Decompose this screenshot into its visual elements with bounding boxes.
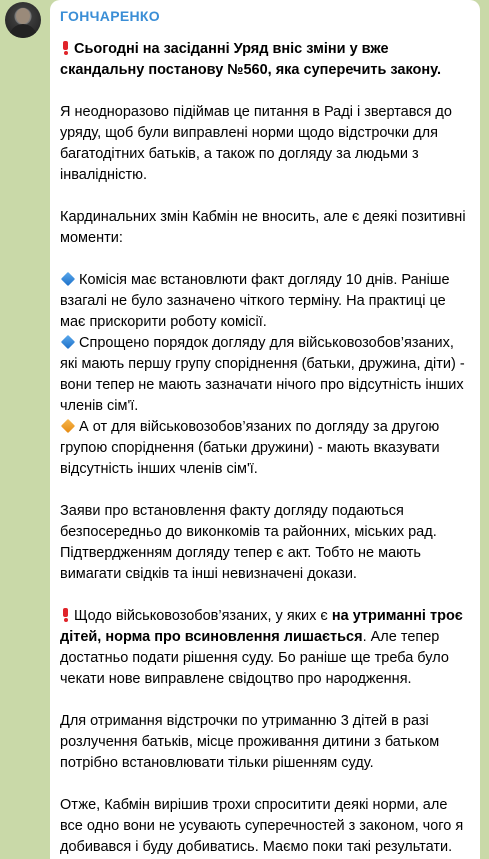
bullet-2-text: Спрощено порядок догляду для військовозобов’язаних, які мають першу групу споріднення (батьки, дружина, діти) - вони тепер не мають зазначати нічого про відсутність інших членів сім'ї. xyxy=(60,335,465,414)
paragraph-4-text-b: . Але тепер достатньо подати рішення суду. Бо раніше ще треба було чекати нове виправлене свідоцтво про народження. xyxy=(60,629,449,687)
blue-diamond-icon xyxy=(61,335,75,349)
paragraph-4 xyxy=(60,606,470,690)
paragraph-4-bold: на утриманні троє дітей, норма про всиновлення лишається xyxy=(60,608,463,645)
avatar-face xyxy=(16,8,30,24)
sender-name[interactable]: ГОНЧАРЕНКО xyxy=(60,8,160,24)
paragraph-4-text-a: Щодо військовозобов’язаних, у яких є xyxy=(74,608,332,624)
paragraph-2 xyxy=(60,207,470,249)
bullet-3-text: А от для військовозобов’язаних по догляду за другою групою споріднення (батьки дружини) - мають вказувати відсутність інших членів сім'ї. xyxy=(60,419,440,477)
message-bubble xyxy=(50,0,480,859)
exclamation-icon xyxy=(63,608,68,621)
blue-diamond-icon xyxy=(61,272,75,286)
exclamation-icon xyxy=(63,41,68,54)
paragraph-6 xyxy=(60,795,470,858)
channel-avatar[interactable] xyxy=(5,2,41,38)
bullet-item-3 xyxy=(60,417,470,480)
message-lead xyxy=(60,39,470,81)
lead-text: Сьогодні на засіданні Уряд вніс зміни у вже скандальну постанову №560, яка суперечить закону. xyxy=(60,41,441,78)
orange-diamond-icon xyxy=(61,419,75,433)
paragraph-5 xyxy=(60,711,470,774)
paragraph-1-text: Я неодноразово підіймав це питання в Раді і звертався до уряду, щоб були виправлені норми щодо відстрочки для багатодітних батьків, а також по догляду за людьми з інвалідністю. xyxy=(60,104,452,183)
paragraph-2-text: Кардинальних змін Кабмін не вносить, але є деякі позитивні моменти: xyxy=(60,209,466,246)
paragraph-5-text: Для отримання відстрочки по утриманню 3 дітей в разі розлучення батьків, місце проживання дитини з батьком потрібно встановлювати тільки рішенням суду. xyxy=(60,713,440,771)
bullet-list xyxy=(60,270,470,480)
avatar-shoulders xyxy=(9,24,37,38)
bullet-1-text: Комісія має встановлюти факт догляду 10 днів. Раніше взагалі не було зазначено чіткого терміну. На практиці це має прискорити роботу комісії. xyxy=(60,272,450,330)
bullet-item-2 xyxy=(60,333,470,417)
paragraph-3-text: Заяви про встановлення факту догляду подаються безпосередньо до виконкомів та районних, міських рад. Підтвердженням догляду тепер є акт. Тобто не мають вимагати свідків та інші невизначені докази. xyxy=(60,503,437,582)
bullet-item-1 xyxy=(60,270,470,333)
paragraph-1 xyxy=(60,102,470,186)
paragraph-3 xyxy=(60,501,470,585)
paragraph-6-text: Отже, Кабмін вирішив трохи спроситити деякі норми, але все одно вони не усувають суперечностей з законом, чого я добивався і буду добиватись. Маємо поки такі результати. xyxy=(60,797,464,855)
